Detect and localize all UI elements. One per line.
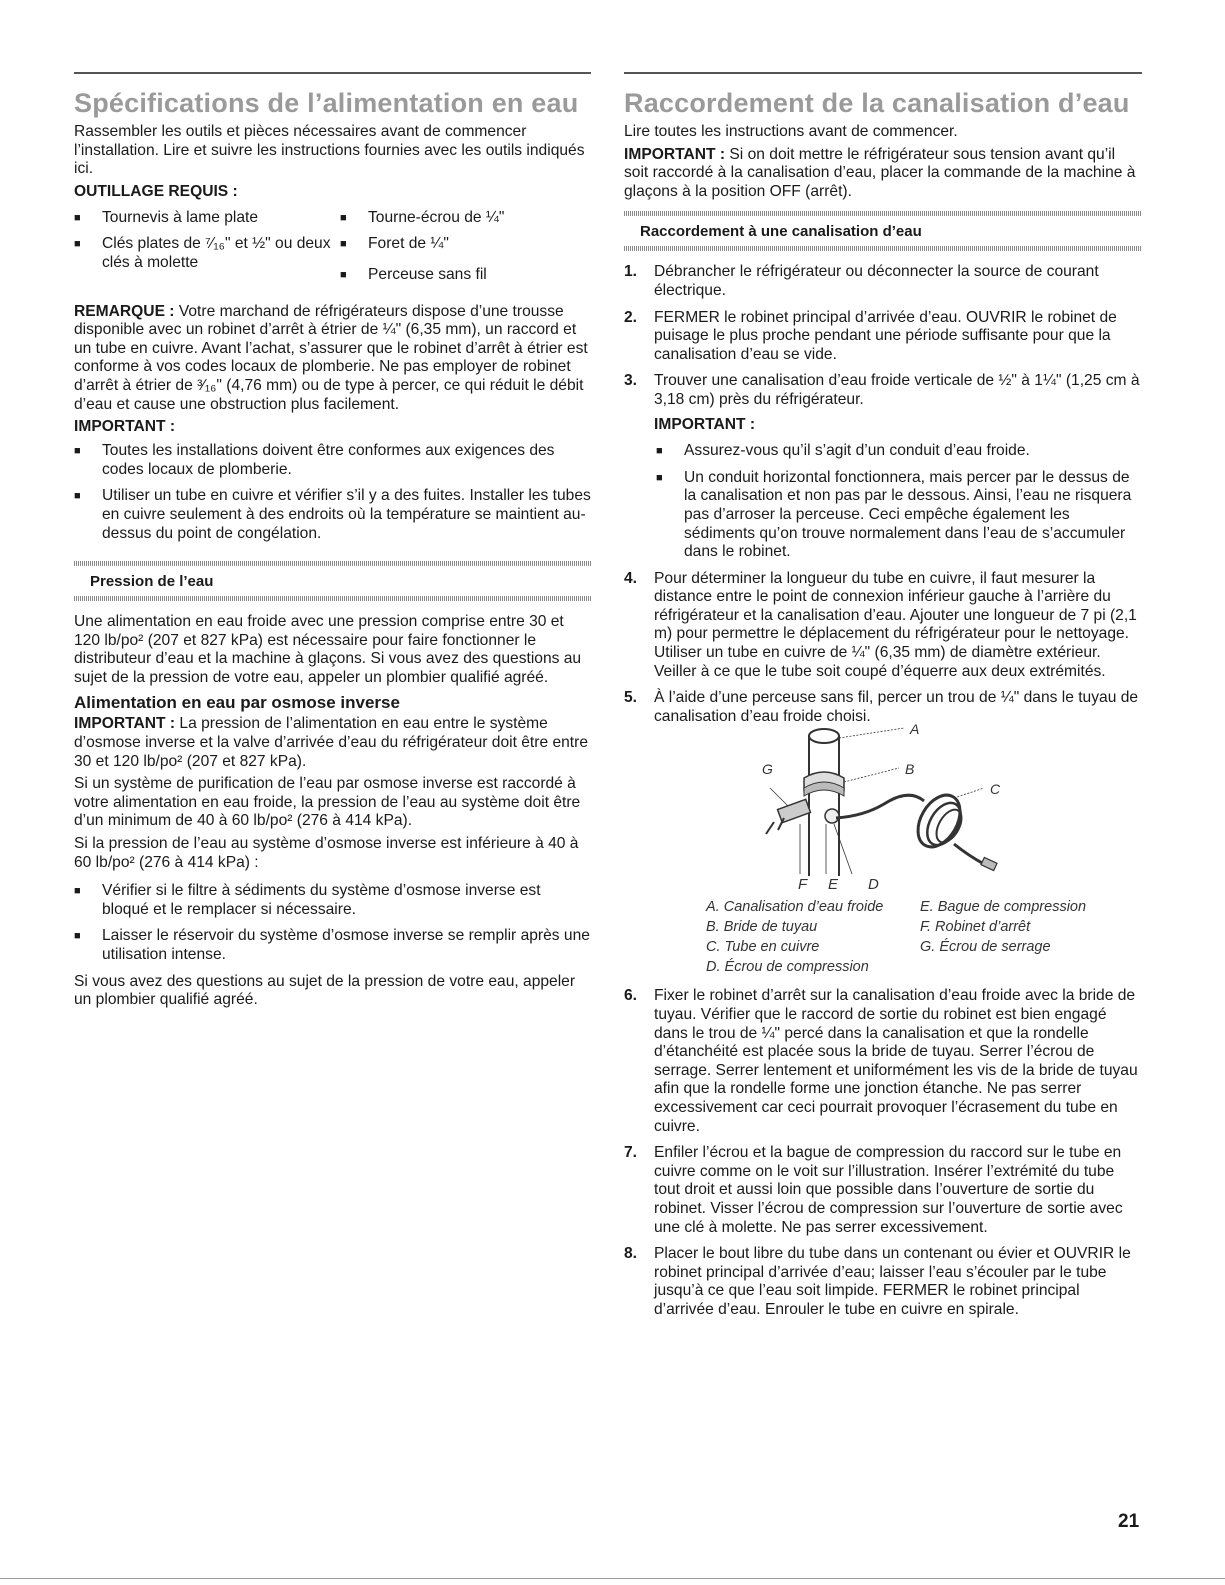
- important-text: Si on doit mettre le réfrigérateur sous tension avant qu’il soit raccordé à la canalisation d’eau, placer la commande de la machine à glaçons à la position OFF (arrêt).: [624, 145, 1136, 200]
- callout-e: E: [828, 876, 839, 894]
- step-text: Placer le bout libre du tube dans un contenant ou évier et OUVRIR le robinet principal d’arrivée d’eau; laisser l’eau s’écouler par le tube jusqu’à ce que l’eau soit limpide. FERMER le robinet principal d’arrivée d’eau. Enrouler le tube en cuivre en spirale.: [654, 1245, 1131, 1318]
- remarque-label: REMARQUE :: [74, 302, 175, 320]
- step-number: 6.: [624, 987, 638, 1005]
- connection-subheading-box: [624, 211, 1142, 251]
- callout-a: A: [910, 721, 920, 738]
- step-text: Fixer le robinet d’arrêt sur la canalisation d’eau froide avec la bride de tuyau. Vérifier que le raccord de sortie du robinet est bien engagé dans le trou de ¼" percé dans la canalisation et que la rondelle d’étanchéité est placée sous la bride de tuyau. Serrer l’écrou de serrage. Serrer lentement et uniformément les vis de la bride de tuyau afin que la rondelle forme une jonction étanche. Ne pas serrer excessivement car ceci pourrait provoquer l’écrasement du tube en cuivre.: [654, 987, 1138, 1135]
- step-text: Trouver une canalisation d’eau froide verticale de ½" à 1¼" (1,25 cm à 3,18 cm) près du réfrigérateur.: [654, 372, 1140, 408]
- hatch-rule: [74, 596, 591, 601]
- step-number: 5.: [624, 689, 638, 707]
- callout-d: D: [868, 876, 879, 894]
- step-text: FERMER le robinet principal d’arrivée d’eau. OUVRIR le robinet de puisage le plus proche pendant une période suffisante pour que la canalisation d’eau se vide.: [654, 308, 1117, 363]
- steps-list: [624, 263, 1142, 1319]
- osmosis-title: Alimentation en eau par osmose inverse: [74, 693, 400, 713]
- tools-col-2: [340, 209, 591, 293]
- remarque-paragraph: [74, 303, 591, 415]
- step-number: 1.: [624, 263, 638, 281]
- top-rule: [74, 72, 591, 74]
- important-item: ■ Utiliser un tube en cuivre et vérifier s’il y a des fuites. Installer les tubes en cuivre seulement à des endroits où la température se maintient au-dessus du point de congélation.: [74, 487, 591, 543]
- callout-g: G: [762, 761, 773, 778]
- legend-item: A. Canalisation d’eau froide: [706, 899, 884, 916]
- step-text: À l’aide d’une perceuse sans fil, percer un trou de ¼" dans le tuyau de canalisation d’eau froide choisi.: [654, 689, 1139, 725]
- shutoff-valve-figure: [624, 721, 1142, 976]
- step-text: Enfiler l’écrou et la bague de compression du raccord sur le tube en cuivre comme on le voit sur l’illustration. Insérer l’extrémité du tube tout droit et aussi loin que possible dans l’ouverture de sortie du robinet. Visser l’écrou de compression sur l’ouverture de sortie avec une clé à molette. Ne pas serrer excessivement.: [654, 1144, 1123, 1236]
- tools-list: [74, 209, 591, 293]
- step-item: [624, 570, 1142, 682]
- intro-text: Lire toutes les instructions avant de commencer.: [624, 123, 958, 140]
- tool-item: ■ Tourne-écrou de ¼": [340, 209, 591, 228]
- legend-item: E. Bague de compression: [920, 899, 1087, 916]
- step3-item: ■ Un conduit horizontal fonctionnera, mais percer par le dessus de la canalisation et non pas par le dessous. Ainsi, l’eau ne risquera pas d’arroser la perceuse. Ceci empêche également les sédiments qu’on trouve normalement dans l’eau de s’accumuler dans le robinet.: [654, 469, 1142, 562]
- tool-item: ■ Clés plates de ⁷⁄₁₆" et ½" ou deux clés à molette: [74, 235, 332, 272]
- tool-item: ■ Perceuse sans fil: [340, 266, 591, 285]
- step-item: [624, 689, 1142, 976]
- section-title: Spécifications de l’alimentation en eau: [74, 88, 579, 118]
- important-paragraph: [624, 146, 1142, 202]
- step-item: [624, 263, 1142, 300]
- closing-text: Si vous avez des questions au sujet de la pression de votre eau, appeler un plombier qualifié agréé.: [74, 972, 576, 1009]
- step-number: 8.: [624, 1245, 638, 1263]
- step3-important-label: IMPORTANT :: [654, 415, 756, 433]
- bottom-rule: [0, 1578, 1225, 1579]
- important-item: ■ Toutes les installations doivent être conformes aux exigences des codes locaux de plomberie.: [74, 442, 591, 479]
- tool-item: ■ Foret de ¼": [340, 235, 591, 254]
- right-column: [624, 72, 1142, 1328]
- step-number: 4.: [624, 569, 638, 587]
- step-item: [624, 987, 1142, 1136]
- osmosis-item: ■ Laisser le réservoir du système d’osmose inverse se remplir après une utilisation intense.: [74, 927, 591, 964]
- section-title: Raccordement de la canalisation d’eau: [624, 88, 1130, 118]
- callout-c: C: [990, 781, 1001, 798]
- remarque-text: Votre marchand de réfrigérateurs dispose d’une trousse disponible avec un robinet d’arrêt à étrier de ¼" (6,35 mm), un raccord et un tube en cuivre. Avant l’achat, s’assurer que le robinet d’arrêt à étrier est conforme à vos codes locaux de plomberie. Ne pas employer de robinet d’arrêt à étrier de ³⁄₁₆" (4,76 mm) ou de type à percer, ce qui réduit le débit d’eau et cause une obstruction plus facilement.: [74, 302, 588, 413]
- osmosis-list: [74, 882, 591, 964]
- callout-f: F: [798, 876, 808, 894]
- step-number: 7.: [624, 1144, 638, 1162]
- intro-text: Rassembler les outils et pièces nécessaires avant de commencer l’installation. Lire et suivre les instructions fournies avec les outils indiqués ici.: [74, 123, 585, 178]
- shutoff-valve-illustration: [744, 726, 1004, 886]
- step-item: [624, 372, 1142, 561]
- important-list: [74, 442, 591, 543]
- step3-list: [654, 442, 1142, 562]
- callout-b: B: [905, 761, 915, 778]
- step-item: [624, 1144, 1142, 1237]
- legend-item: F. Robinet d’arrêt: [920, 919, 1031, 936]
- top-rule: [624, 72, 1142, 74]
- legend-item: D. Écrou de compression: [706, 959, 869, 976]
- connection-title: Raccordement à une canalisation d’eau: [640, 223, 922, 241]
- osmosis-paragraph: Si la pression de l’eau au système d’osmose inverse est inférieure à 40 à 60 lb/po² (276 à 414 kPa) :: [74, 835, 579, 871]
- left-column: [74, 72, 591, 1014]
- osmosis-item: ■ Vérifier si le filtre à sédiments du système d’osmose inverse est bloqué et le remplacer si nécessaire.: [74, 882, 591, 919]
- tools-col-1: [74, 209, 340, 293]
- tool-item: ■ Tournevis à lame plate: [74, 209, 340, 228]
- hatch-rule: [624, 246, 1142, 251]
- page-number: 21: [1118, 1511, 1140, 1532]
- tools-label: OUTILLAGE REQUIS :: [74, 182, 238, 200]
- legend-item: C. Tube en cuivre: [706, 939, 820, 956]
- osmosis-important-text: La pression de l’alimentation en eau entre le système d’osmose inverse et la valve d’arrivée d’eau du réfrigérateur doit être entre 30 et 120 lb/po² (207 et 827 kPa).: [74, 715, 588, 770]
- step-number: 3.: [624, 372, 638, 390]
- step-text: Pour déterminer la longueur du tube en cuivre, il faut mesurer la distance entre le point de connexion inférieur gauche à l’arrière du réfrigérateur et la canalisation d’eau. Ajouter une longueur de 7 pi (2,1 m) pour permettre le déplacement du réfrigérateur pour le nettoyage. Utiliser un tube en cuivre de ¼" (6,35 mm) de diamètre extérieur. Veiller à ce que le tube soit coupé d’équerre aux deux extrémités.: [654, 569, 1137, 680]
- important-label: IMPORTANT :: [624, 145, 726, 163]
- osmosis-important-label: IMPORTANT :: [74, 715, 176, 733]
- osmosis-paragraph: Si un système de purification de l’eau par osmose inverse est raccordé à votre alimentation en eau froide, la pression de l’eau au système doit être d’un minimum de 40 à 60 lb/po² (276 à 414 kPa).: [74, 775, 581, 830]
- legend-item: G. Écrou de serrage: [920, 939, 1051, 956]
- legend-item: B. Bride de tuyau: [706, 919, 818, 936]
- step-text: Débrancher le réfrigérateur ou déconnecter la source de courant électrique.: [654, 263, 1099, 299]
- step-number: 2.: [624, 308, 638, 326]
- pressure-subheading-box: [74, 561, 591, 601]
- step3-item: ■ Assurez-vous qu’il s’agit d’un conduit d’eau froide.: [654, 442, 1142, 461]
- pressure-title: Pression de l’eau: [90, 573, 214, 591]
- important-label: IMPORTANT :: [74, 418, 176, 436]
- step-item: [624, 309, 1142, 365]
- osmosis-important: [74, 715, 591, 771]
- step-item: [624, 1245, 1142, 1319]
- pressure-text: Une alimentation en eau froide avec une pression comprise entre 30 et 120 lb/po² (207 et 827 kPa) est nécessaire pour faire fonctionner le distributeur d’eau et la machine à glaçons. Si vous avez des questions au sujet de la pression de votre eau, appeler un plombier qualifié agréé.: [74, 613, 582, 686]
